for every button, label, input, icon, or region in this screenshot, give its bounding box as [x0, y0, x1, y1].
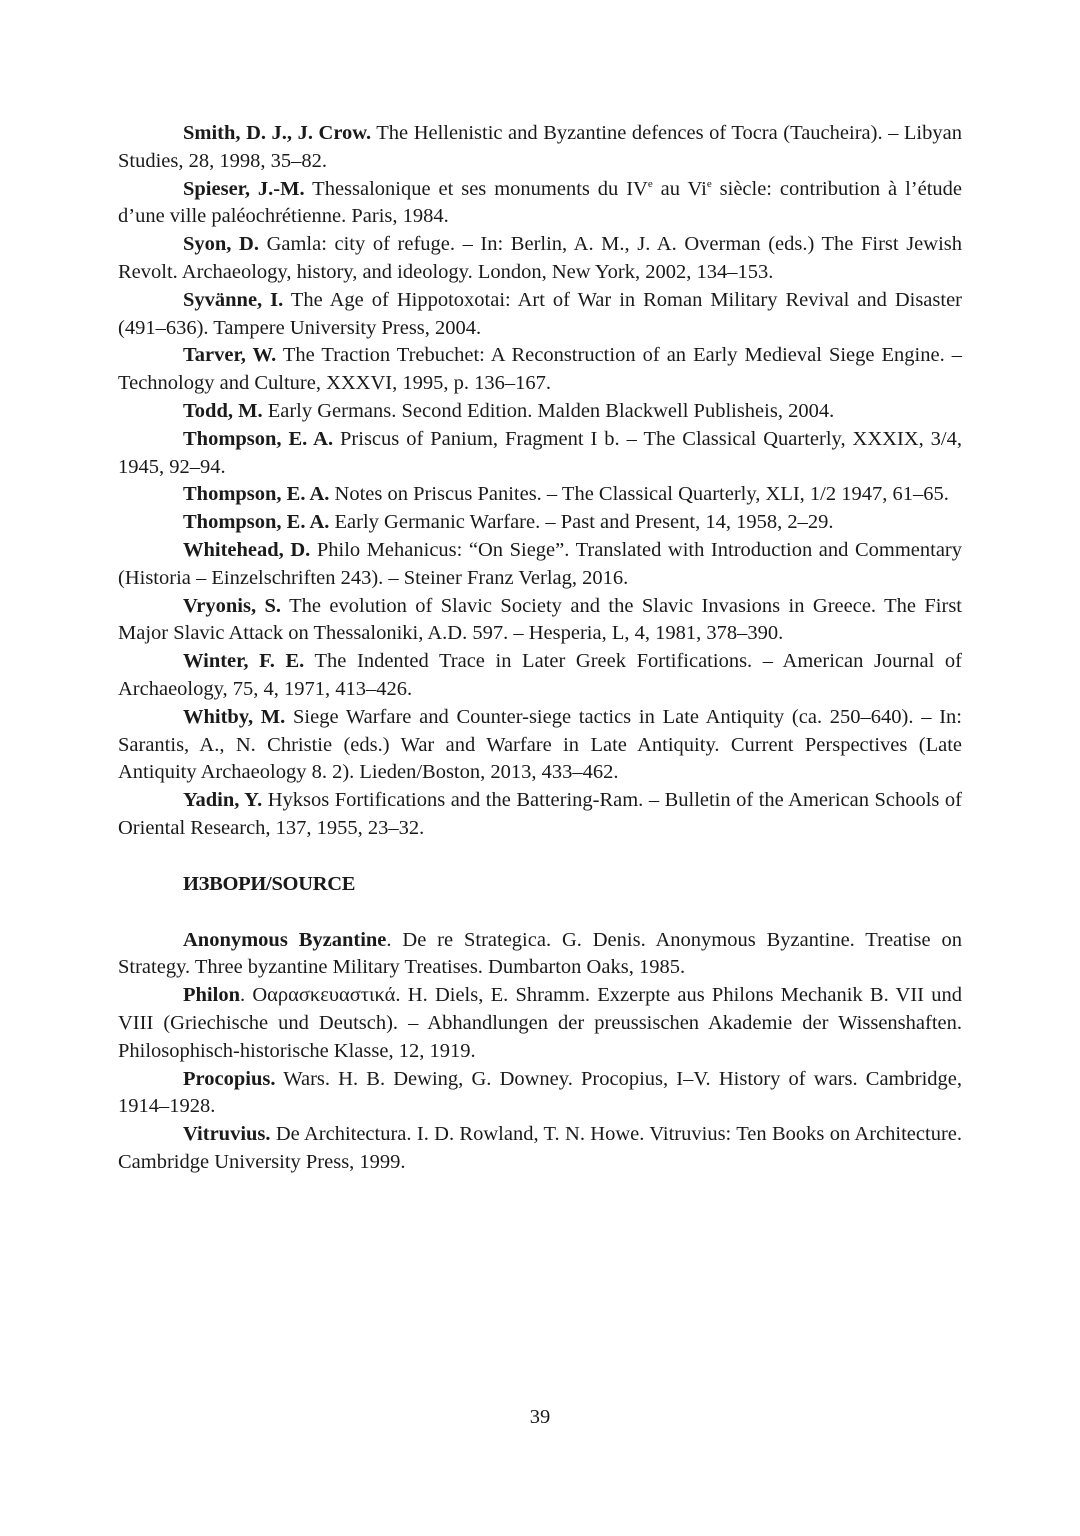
entry-text: siècle: contribution à l’étude d’une ville paléochrétienne. Paris, 1984. — [118, 177, 962, 228]
bibliography-list — [118, 120, 962, 843]
entry-text: Thessalonique et ses monuments du IV — [304, 177, 648, 200]
entry-text: The Traction Trebuchet: A Reconstruction of an Early Medieval Siege Engine. – Technology and Culture, XXXVI, 1995, p. 136–167. — [118, 344, 962, 395]
entry-text: The evolution of Slavic Society and the Slavic Invasions in Greece. The First Major Slavic Attack on Thessaloniki, A.D. 597. – Hesperia, L, 4, 1981, 378–390. — [118, 594, 963, 645]
entry-author: Winter, F. E. — [183, 650, 305, 673]
bibliography-entry — [118, 287, 962, 343]
superscript: e — [647, 177, 653, 190]
entry-text: Notes on Priscus Panites. – The Classical Quarterly, XLI, 1/2 1947, 61–65. — [329, 483, 949, 506]
entry-author: Philon — [183, 984, 240, 1007]
entry-author: Tarver, W. — [183, 344, 277, 367]
sources-list — [118, 927, 962, 1177]
entry-author: Thompson, E. A. — [183, 511, 330, 534]
superscript: e — [706, 177, 712, 190]
entry-author: Syvänne, I. — [183, 288, 284, 311]
entry-author: Smith, D. J., J. Crow. — [183, 122, 372, 144]
bibliography-entry — [118, 398, 962, 426]
entry-author: Yadin, Y. — [183, 789, 263, 812]
bibliography-entry — [118, 787, 962, 843]
entry-author: Anonymous Byzantine — [183, 928, 387, 951]
bibliography-entry — [118, 704, 962, 787]
entry-author: Whitby, M. — [183, 705, 286, 728]
bibliography-entry — [118, 176, 962, 232]
entry-text: The Age of Hippotoxotai: Art of War in Roman Military Revival and Disaster (491–636). Tampere University Press, 2004. — [118, 288, 963, 339]
source-entry — [118, 982, 962, 1065]
entry-author: Todd, M. — [183, 399, 263, 422]
entry-text: . De re Strategica. G. Denis. Anonymous Byzantine. Treatise on Strategy. Three byzantine Military Treatises. Dumbarton Oaks, 1985. — [118, 928, 962, 979]
entry-text: De Architectura. I. D. Rowland, T. N. Howe. Vitruvius: Ten Books on Architecture. Cambridge University Press, 1999. — [118, 1123, 962, 1173]
entry-author: Thompson, E. A. — [183, 483, 330, 506]
page-number: 39 — [529, 1406, 551, 1428]
entry-text: Priscus of Panium, Fragment I b. – The Classical Quarterly, XXXIX, 3/4, 1945, 92–94. — [118, 427, 963, 478]
bibliography-entry — [118, 120, 962, 176]
entry-author: Vryonis, S. — [183, 594, 282, 617]
entry-author: Procopius. — [183, 1067, 276, 1090]
bibliography-entry — [118, 648, 962, 704]
source-entry — [118, 1121, 962, 1177]
entry-author: Spieser, J.-M. — [183, 177, 305, 200]
entry-text: Early Germans. Second Edition. Malden Blackwell Publisheis, 2004. — [262, 399, 835, 422]
entry-text: Hyksos Fortifications and the Battering-Ram. – Bulletin of the American Schools of Oriental Research, 137, 1955, 23–32. — [118, 789, 962, 839]
source-entry — [118, 927, 962, 983]
bibliography-entry — [118, 509, 962, 537]
entry-author: Vitruvius. — [183, 1123, 271, 1146]
bibliography-entry — [118, 481, 962, 509]
document-page — [118, 120, 962, 1177]
sources-heading: ИЗВОРИ/SOURCE — [183, 872, 356, 895]
entry-text: Gamla: city of refuge. – In: Berlin, A. M., J. A. Overman (eds.) The First Jewish Revolt. Archaeology, history, and ideology. London, New York, 2002, 134–153. — [118, 233, 963, 283]
bibliography-entry — [118, 342, 962, 398]
entry-text: The Indented Trace in Later Greek Fortifications. – American Journal of Archaeology, 75, 4, 1971, 413–426. — [118, 650, 962, 700]
entry-text: The Hellenistic and Byzantine defences of Tocra (Taucheira). – Libyan Studies, 28, 1998, 35–82. — [118, 122, 962, 172]
entry-text: Siege Warfare and Counter-siege tactics in Late Antiquity (ca. 250–640). – In: Sarantis, A., N. Christie (eds.) War and Warfare in Late Antiquity. Current Perspectives (Late Antiquity Archaeology 8. 2). Lieden/Boston, 2013, 433–462. — [118, 705, 962, 784]
source-entry — [118, 1066, 962, 1122]
bibliography-entry — [118, 426, 962, 482]
entry-text: Early Germanic Warfare. – Past and Present, 14, 1958, 2–29. — [329, 511, 834, 534]
bibliography-entry — [118, 537, 962, 593]
bibliography-entry — [118, 593, 962, 649]
entry-text: Wars. H. B. Dewing, G. Downey. Procopius, I–V. History of wars. Cambridge, 1914–1928. — [118, 1067, 962, 1118]
entry-author: Whitehead, D. — [183, 538, 311, 561]
entry-author: Syon, D. — [183, 233, 259, 256]
entry-text: . Οαρασκευαστικά. H. Diels, E. Shramm. Exzerpte aus Philons Mechanik B. VII und VIII (Griechische und Deutsch). – Abhandlungen der preussischen Akademie der Wissenshaften. Philosophisch-historische Klasse, 12, 1919. — [118, 984, 962, 1062]
entry-author: Thompson, E. A. — [183, 427, 334, 450]
bibliography-entry — [118, 231, 962, 287]
entry-text: Philo Mehanicus: “On Siege”. Translated with Introduction and Commentary (Historia – Einzelschriften 243). – Steiner Franz Verlag, 2016. — [118, 538, 963, 589]
entry-text: au Vi — [652, 177, 707, 200]
